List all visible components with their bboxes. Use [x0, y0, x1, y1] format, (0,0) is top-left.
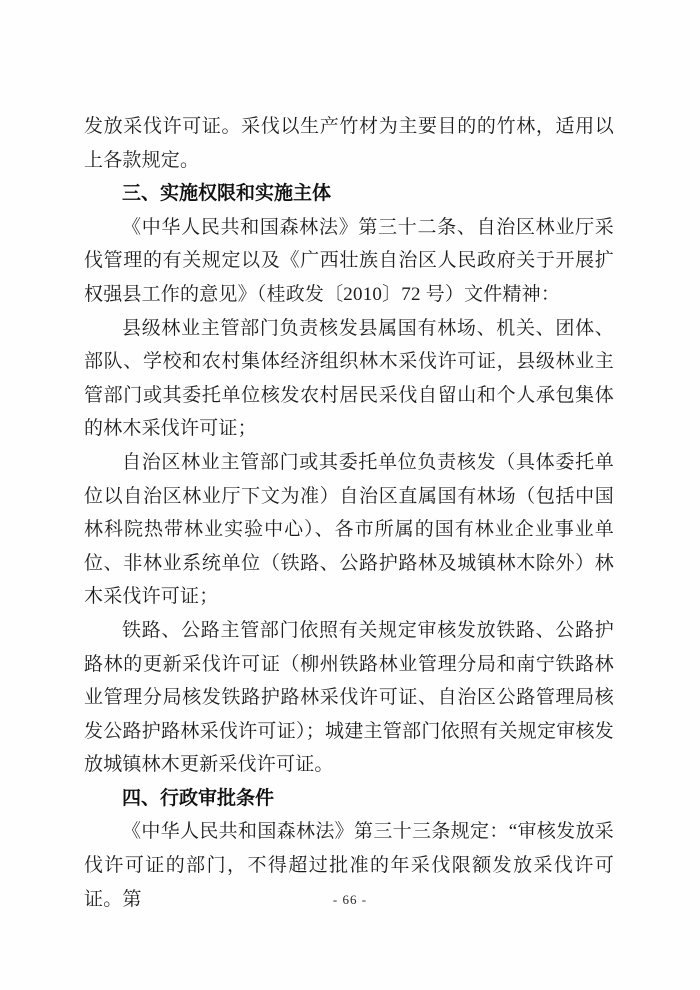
document-body — [84, 110, 614, 916]
paragraph: 县级林业主管部门负责核发县属国有林场、机关、团体、部队、学校和农村集体经济组织林木采伐许可证，县级林业主管部门或其委托单位核发农村居民采伐自留山和个人承包集体的林木采伐许可证； — [84, 317, 614, 440]
paragraph-continuation: 发放采伐许可证。采伐以生产竹材为主要目的的竹林，适用以上各款规定。 — [84, 116, 614, 171]
paragraph: 自治区林业主管部门或其委托单位负责核发（具体委托单位以自治区林业厅下文为准）自治区直属国有林场（包括中国林科院热带林业实验中心）、各市所属的国有林业企业事业单位、非林业系统单位（铁路、公路护路林及城镇林木除外）林木采伐许可证； — [84, 451, 614, 608]
paragraph: 《中华人民共和国森林法》第三十二条、自治区林业厅采伐管理的有关规定以及《广西壮族自治区人民政府关于开展扩权强县工作的意见》（桂政发〔2010〕72 号）文件精神： — [84, 216, 614, 305]
paragraph: 铁路、公路主管部门依照有关规定审核发放铁路、公路护路林的更新采伐许可证（柳州铁路林业管理分局和南宁铁路林业管理分局核发铁路护路林采伐许可证、自治区公路管理局核发公路护路林采伐许可证）；城建主管部门依照有关规定审核发放城镇林木更新采伐许可证。 — [84, 619, 614, 776]
section-heading-3: 三、实施权限和实施主体 — [122, 183, 332, 205]
page-number: - 66 - — [332, 892, 368, 907]
section-heading-4: 四、行政审批条件 — [122, 787, 275, 809]
paragraph: 《中华人民共和国森林法》第三十三条规定：“审核发放采伐许可证的部门，不得超过批准的年采伐限额发放采伐许可证。第 — [84, 821, 614, 910]
